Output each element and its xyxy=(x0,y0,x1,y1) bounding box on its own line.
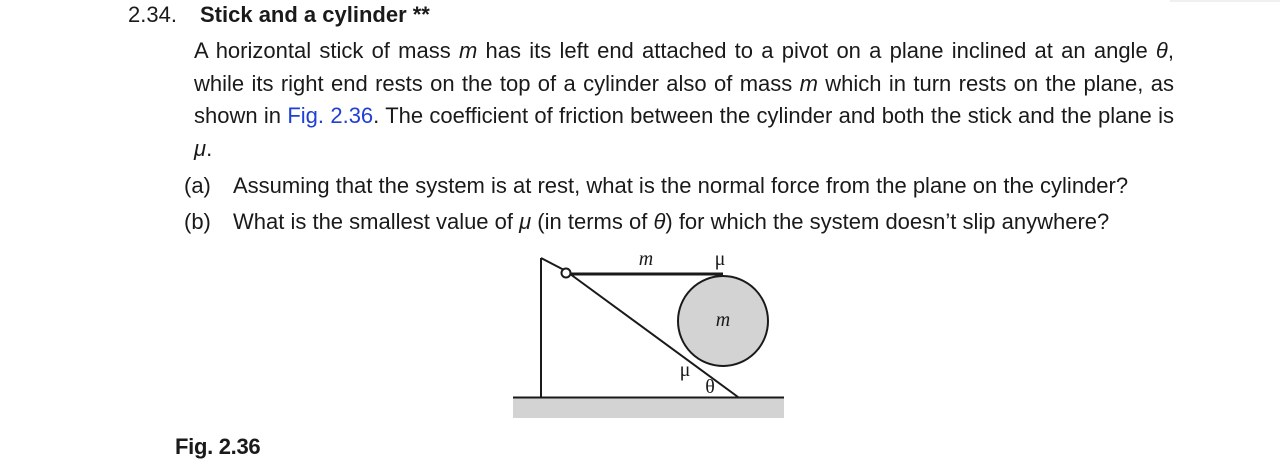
part-question: (in terms of xyxy=(531,209,654,234)
part-question: What is the smallest value of xyxy=(233,209,520,234)
math-symbol-mu: μ xyxy=(519,209,532,234)
problem-number: 2.34. xyxy=(128,2,177,27)
part-question: Assuming that the system is at rest, what is the normal force from the plane on the cylinder? xyxy=(233,173,1129,198)
problem-statement xyxy=(194,35,1174,165)
statement-text: has its left end attached to a pivot on a plane inclined at an angle xyxy=(477,38,1156,63)
part-label: (a) xyxy=(184,173,211,198)
figure-caption: Fig. 2.36 xyxy=(175,434,261,459)
top-edge-rule xyxy=(1170,0,1280,2)
part-b xyxy=(184,207,1109,237)
problem-header xyxy=(128,0,430,30)
pivot-icon xyxy=(562,269,571,278)
statement-text: which in turn rests on the plane, as shown in xyxy=(194,70,1174,128)
part-question: ) for which the system doesn’t slip anywhere? xyxy=(665,209,1110,234)
angle-label: θ xyxy=(705,376,715,398)
statement-text: . xyxy=(206,135,213,161)
stick-cylinder-figure xyxy=(510,248,790,423)
math-symbol-theta: θ xyxy=(1155,38,1168,63)
part-label: (b) xyxy=(184,209,211,234)
statement-text: . The coefficient of friction between the cylinder and both the stick and the plane is xyxy=(373,103,1174,128)
math-symbol-mu: μ xyxy=(194,135,207,161)
math-symbol-m: m xyxy=(458,38,478,63)
figure-reference-link[interactable]: Fig. 2.36 xyxy=(287,103,374,128)
cylinder-mass-label: m xyxy=(715,309,731,331)
math-symbol-theta: θ xyxy=(653,209,666,234)
statement-text: A horizontal stick of mass xyxy=(194,38,459,63)
math-symbol-m: m xyxy=(799,70,818,96)
stick-friction-label: μ xyxy=(714,248,726,270)
part-a xyxy=(184,171,1128,201)
plane-friction-label: μ xyxy=(679,359,691,381)
stick-mass-label: m xyxy=(638,248,654,270)
problem-title: Stick and a cylinder ** xyxy=(200,2,430,27)
statement-text: , while its right end rests on the top of a cylinder also of mass xyxy=(194,38,1174,96)
ground-block xyxy=(513,397,784,418)
